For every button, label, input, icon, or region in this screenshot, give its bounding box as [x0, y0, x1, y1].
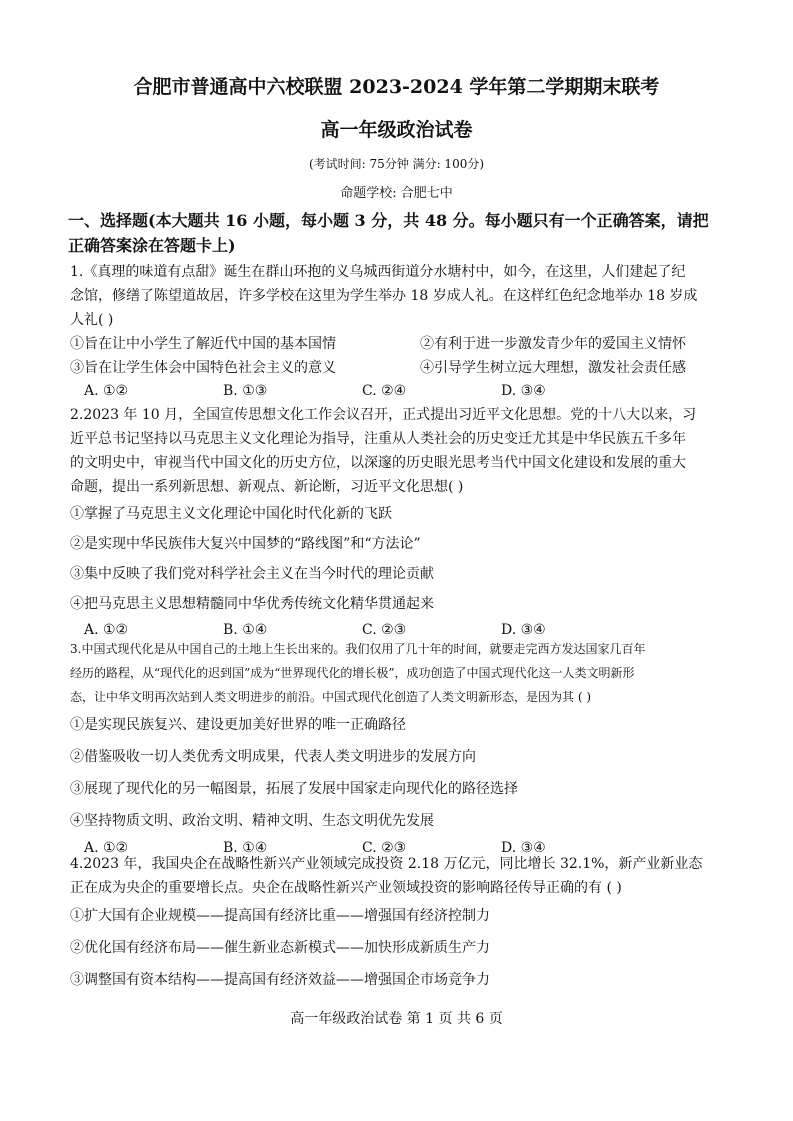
answer-d: D. ③④: [501, 383, 546, 399]
answer-d: D. ③④: [501, 840, 546, 856]
section-heading-line: 正确答案涂在答题卡上): [68, 236, 236, 255]
question-2: [70, 403, 730, 641]
question-stem-line: 4.2023 年，我国央企在战略性新兴产业领域完成投资 2.18 万亿元，同比增长 32.1%，新产业新业态: [70, 856, 703, 872]
answer-choices: [70, 380, 730, 402]
answer-c: C. ②③: [362, 840, 407, 856]
option-1: ①是实现民族复兴、建设更加美好世界的唯一正确路径: [70, 717, 406, 733]
answer-b: B. ①④: [223, 622, 268, 638]
question-stem-line: 态，让中华文明再次站到人类文明进步的前沿。中国式现代化创造了人类文明新形态，是因为其 ( ): [70, 690, 591, 704]
answer-b: B. ①④: [223, 840, 268, 856]
answer-d: D. ③④: [501, 622, 546, 638]
question-stem-line: 人礼( ): [70, 312, 114, 328]
question-3: [70, 637, 730, 859]
answer-a: A. ①②: [84, 840, 129, 856]
question-stem-line: 1.《真理的味道有点甜》诞生在群山环抱的义乌城西街道分水塘村中，如今，在这里，人们建起了纪: [70, 264, 686, 280]
option-4: ④坚持物质文明、政治文明、精神文明、生态文明优先发展: [70, 813, 434, 829]
option-2: ②借鉴吸收一切人类优秀文明成果，代表人类文明进步的发展方向: [70, 749, 476, 765]
option-2: ②优化国有经济布局——催生新业态新模式——加快形成新质生产力: [70, 940, 490, 956]
page-footer: 高一年级政治试卷 第 1 页 共 6 页: [290, 1011, 503, 1027]
exam-subject-title: 高一年级政治试卷: [320, 119, 473, 141]
option-1: ①旨在让中小学生了解近代中国的基本国情: [70, 336, 336, 352]
answer-a: A. ①②: [84, 383, 129, 399]
question-stem-line: 3.中国式现代化是从中国自己的土地上生长出来的。我们仅用了几十年的时间，就要走完西方发达国家几百年: [70, 642, 646, 656]
option-3: ③展现了现代化的另一幅图景，拓展了发展中国家走向现代化的路径选择: [70, 781, 518, 797]
question-stem-line: 命题，提出一系列新思想、新观点、新论断，习近平文化思想( ): [70, 479, 464, 495]
question-stem-line: 经历的路程，从“现代化的迟到国”成为“世界现代化的增长极”，成功创造了中国式现代化这一人类文明新形: [70, 666, 635, 680]
exam-school: 命题学校: 合肥七中: [340, 186, 453, 201]
question-stem-line: 念馆，修缮了陈望道故居，许多学校在这里为学生举办 18 岁成人礼。在这样红色纪念地举办 18 岁成: [70, 288, 698, 304]
option-2: ②是实现中华民族伟大复兴中国梦的“路线图”和“方法论”: [70, 536, 421, 552]
question-1: [70, 260, 730, 402]
option-2: ②有利于进一步激发青少年的爱国主义情怀: [420, 336, 686, 352]
question-stem-line: 近平总书记坚持以马克思主义文化理论为指导，注重从人类社会的历史变迁尤其是中华民族五千多年: [70, 431, 686, 447]
option-3: ③旨在让学生体会中国特色社会主义的意义: [70, 360, 336, 376]
exam-title: 合肥市普通高中六校联盟 2023-2024 学年第二学期期末联考: [133, 76, 660, 98]
question-stem-line: 正在成为央企的重要增长点。央企在战略性新兴产业领域投资的影响路径传导正确的有 ( ): [70, 880, 622, 896]
option-row: [70, 356, 730, 380]
option-1: ①扩大国有企业规模——提高国有经济比重——增强国有经济控制力: [70, 908, 490, 924]
option-1: ①掌握了马克思主义文化理论中国化时代化新的飞跃: [70, 506, 392, 522]
answer-b: B. ①③: [223, 383, 268, 399]
option-3: ③调整国有资本结构——提高国有经济效益——增强国企市场竞争力: [70, 972, 490, 988]
option-3: ③集中反映了我们党对科学社会主义在当今时代的理论贡献: [70, 566, 434, 582]
answer-c: C. ②④: [362, 383, 407, 399]
answer-c: C. ②③: [362, 622, 407, 638]
question-4: [70, 852, 730, 996]
option-4: ④引导学生树立远大理想，激发社会责任感: [420, 360, 686, 376]
question-stem-line: 的文明史中，审视当代中国文化的历史方位，以深邃的历史眼光思考当代中国文化建设和发展的重大: [70, 455, 686, 471]
answer-a: A. ①②: [84, 622, 129, 638]
option-row: [70, 332, 730, 356]
option-4: ④把马克思主义思想精髓同中华优秀传统文化精华贯通起来: [70, 596, 434, 612]
exam-info: (考试时间: 75分钟 满分: 100分): [308, 157, 485, 171]
section-heading-line: 一、选择题(本大题共 16 小题，每小题 3 分，共 48 分。每小题只有一个正确答案，请把: [68, 211, 709, 230]
section-heading: [68, 208, 730, 258]
question-stem-line: 2.2023 年 10 月，全国宣传思想文化工作会议召开，正式提出习近平文化思想。党的十八大以来，习: [70, 407, 697, 423]
